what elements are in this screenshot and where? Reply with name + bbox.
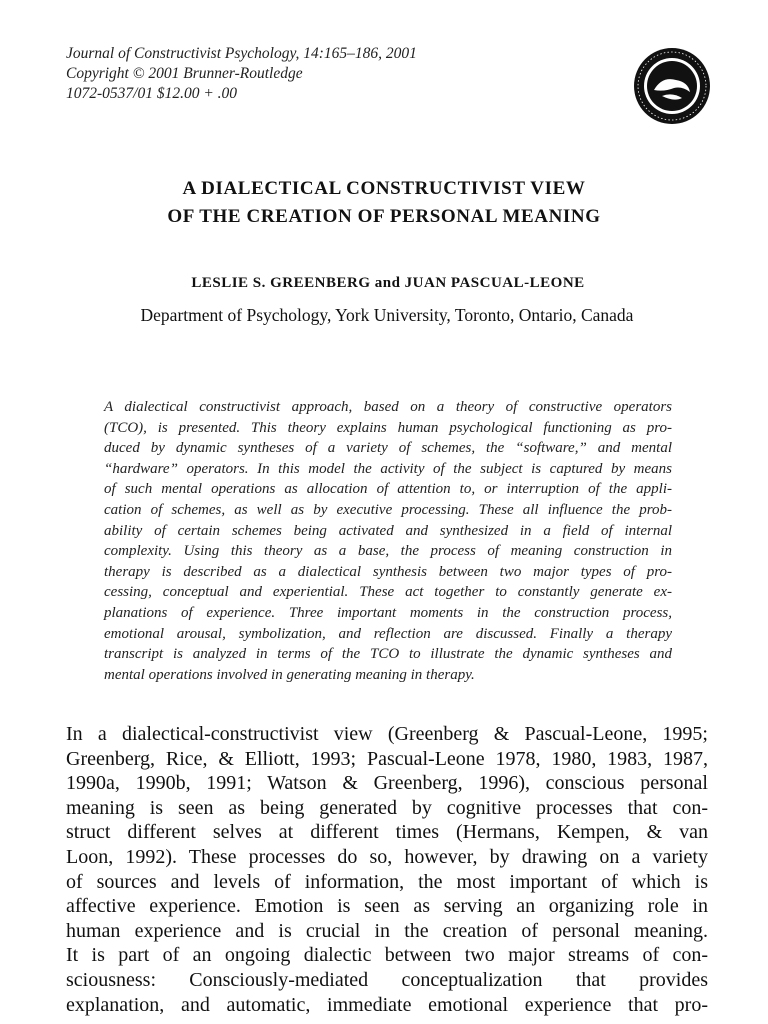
copyright-line: Copyright © 2001 Brunner-Routledge <box>66 65 303 82</box>
abstract-line: “hardware” operators. In this model the activity of the subject is captured by means <box>104 460 672 477</box>
body-line: struct different selves at different times (Hermans, Kempen, & van <box>66 821 708 844</box>
publisher-seal-icon <box>632 46 712 126</box>
authors: LESLIE S. GREENBERG and JUAN PASCUAL-LEONE <box>191 275 585 291</box>
abstract-line: A dialectical constructivist approach, based on a theory of constructive operators <box>104 399 672 415</box>
journal-header <box>66 44 417 104</box>
abstract-line: mental operations involved in generating meaning in therapy. <box>104 666 475 683</box>
body-line: sciousness: Consciously-mediated conceptualization that provides <box>66 968 708 991</box>
abstract-line: (TCO), is presented. This theory explains human psychological functioning as pro- <box>104 419 672 436</box>
abstract-line: emotional arousal, symbolization, and reflection are discussed. Finally a therapy <box>104 625 672 642</box>
affiliation: Department of Psychology, York University, Toronto, Ontario, Canada <box>140 305 634 325</box>
body-line: affective experience. Emotion is seen as serving an organizing role in <box>66 895 708 918</box>
body-line: In a dialectical-constructivist view (Greenberg & Pascual-Leone, 1995; <box>66 723 708 745</box>
abstract-line: planations of experience. Three important moments in the construction process, <box>104 604 672 621</box>
body-line: human experience and is crucial in the creation of personal meaning. <box>66 919 708 942</box>
body-line: Greenberg, Rice, & Elliott, 1993; Pascual-Leone 1978, 1980, 1983, 1987, <box>66 747 708 770</box>
abstract-line: ability of certain schemes being activated and synthesized in a field of internal <box>104 522 672 539</box>
title-line-1: A DIALECTICAL CONSTRUCTIVIST VIEW <box>182 178 586 199</box>
body-line: It is part of an ongoing dialectic between two major streams of con- <box>66 944 708 967</box>
publisher-logo <box>632 46 712 126</box>
abstract-line: transcript is analyzed in terms of the TCO to illustrate the dynamic syntheses and <box>104 646 672 663</box>
title-line-2: OF THE CREATION OF PERSONAL MEANING <box>167 206 601 227</box>
abstract-line: cessing, conceptual and experiential. These act together to constantly generate ex- <box>104 584 672 601</box>
body-line: of sources and levels of information, the most important of which is <box>66 870 708 893</box>
body-line: Loon, 1992). These processes do so, however, by drawing on a variety <box>66 845 708 868</box>
abstract-line: complexity. Using this theory as a base, the process of meaning construction in <box>104 543 672 560</box>
issn-line: 1072-0537/01 $12.00 + .00 <box>66 85 238 102</box>
abstract-line: duced by dynamic syntheses of a variety of schemes, the “software,” and mental <box>104 440 672 457</box>
abstract-line: of such mental operations as allocation of attention to, or interruption of the appli- <box>104 481 672 498</box>
abstract-line: therapy is described as a dialectical synthesis between two major types of pro- <box>104 563 672 580</box>
article-title <box>0 175 768 231</box>
body-line: meaning is seen as being generated by cognitive processes that con- <box>66 796 708 819</box>
body-line: 1990a, 1990b, 1991; Watson & Greenberg, 1996), conscious personal <box>66 772 708 795</box>
abstract <box>104 397 672 685</box>
body-line: explanation, and automatic, immediate emotional experience that pro- <box>66 993 708 1016</box>
abstract-line: cation of schemes, as well as by executive processing. These all influence the prob- <box>104 501 672 518</box>
journal-citation: Journal of Constructivist Psychology, 14:165–186, 2001 <box>66 45 417 62</box>
body-text <box>66 722 708 1017</box>
